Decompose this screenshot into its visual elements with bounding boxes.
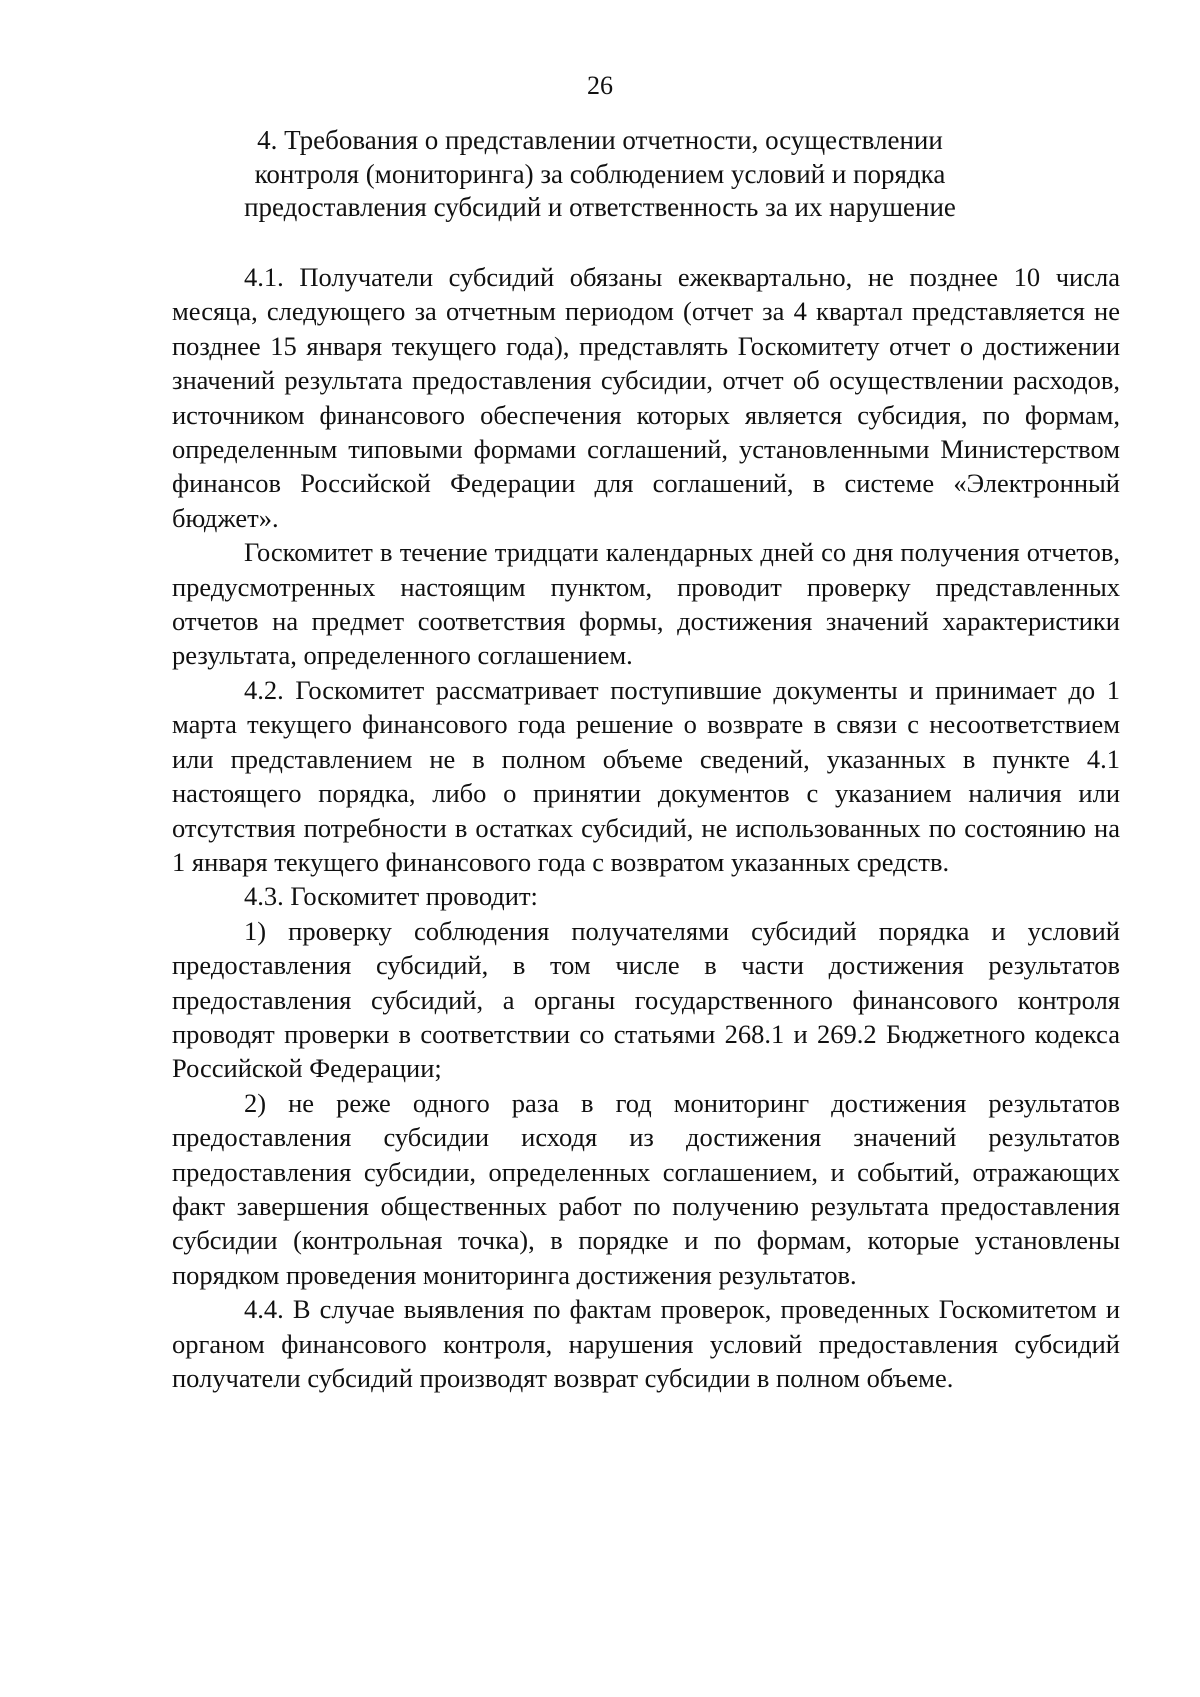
section-title (230, 124, 970, 225)
section-body (172, 260, 1120, 1395)
page-number: 26 (587, 71, 613, 100)
paragraph-4-2: 4.2. Госкомитет рассматривает поступившие документы и принимает до 1 марта текущего финансового года решение о возврате в связи с несоответствием или представлением не в полном объеме сведений, указанных в пункте 4.1 настоящего порядка, либо о принятии документов с указанием наличия или отсутствия потребности в остатках субсидий, не использованных по состоянию на 1 января текущего финансового года с возвратом указанных средств. (172, 674, 1120, 877)
section-title-line: 4. Требования о представлении отчетности, осуществлении (257, 125, 943, 155)
paragraph-4-3-item-2: 2) не реже одного раза в год мониторинг достижения результатов предоставления субсидии исходя из достижения значений результатов предоставления субсидии, определенных соглашением, и событий, отражающих факт завершения общественных работ по получению результата предоставления субсидии (контрольная точка), в порядке и по формам, которые установлены порядком проведения мониторинга достижения результатов. (172, 1087, 1120, 1290)
paragraph-4-3: 4.3. Госкомитет проводит: (244, 881, 538, 912)
paragraph-4-1-review: Госкомитет в течение тридцати календарных дней со дня получения отчетов, предусмотренных настоящим пунктом, проводит проверку представленных отчетов на предмет соответствия формы, достижения значений характеристики результата, определенного соглашением. (172, 537, 1120, 671)
section-title-line: контроля (мониторинга) за соблюдением условий и порядка (254, 158, 946, 189)
paragraph-4-4: 4.4. В случае выявления по фактам проверок, проведенных Госкомитетом и органом финансового контроля, нарушения условий предоставления субсидий получатели субсидий производят возврат субсидии в полном объеме. (172, 1294, 1120, 1393)
section-title-line: предоставления субсидий и ответственность за их нарушение (244, 192, 956, 222)
paragraph-4-3-item-1: 1) проверку соблюдения получателями субсидий порядка и условий предоставления субсидий, в том числе в части достижения результатов предоставления субсидий, а органы государственного финансового контроля проводят проверки в соответствии со статьями 268.1 и 269.2 Бюджетного кодекса Российской Федерации; (172, 915, 1120, 1084)
paragraph-4-1: 4.1. Получатели субсидий обязаны ежеквартально, не позднее 10 числа месяца, следующего за отчетным периодом (отчет за 4 квартал представляется не позднее 15 января текущего года), представлять Госкомитету отчет о достижении значений результата предоставления субсидии, отчет об осуществлении расходов, источником финансового обеспечения которых является субсидия, по формам, определенным типовыми формами соглашений, установленными Министерством финансов Российской Федерации для соглашений, в системе «Электронный бюджет». (172, 262, 1120, 533)
